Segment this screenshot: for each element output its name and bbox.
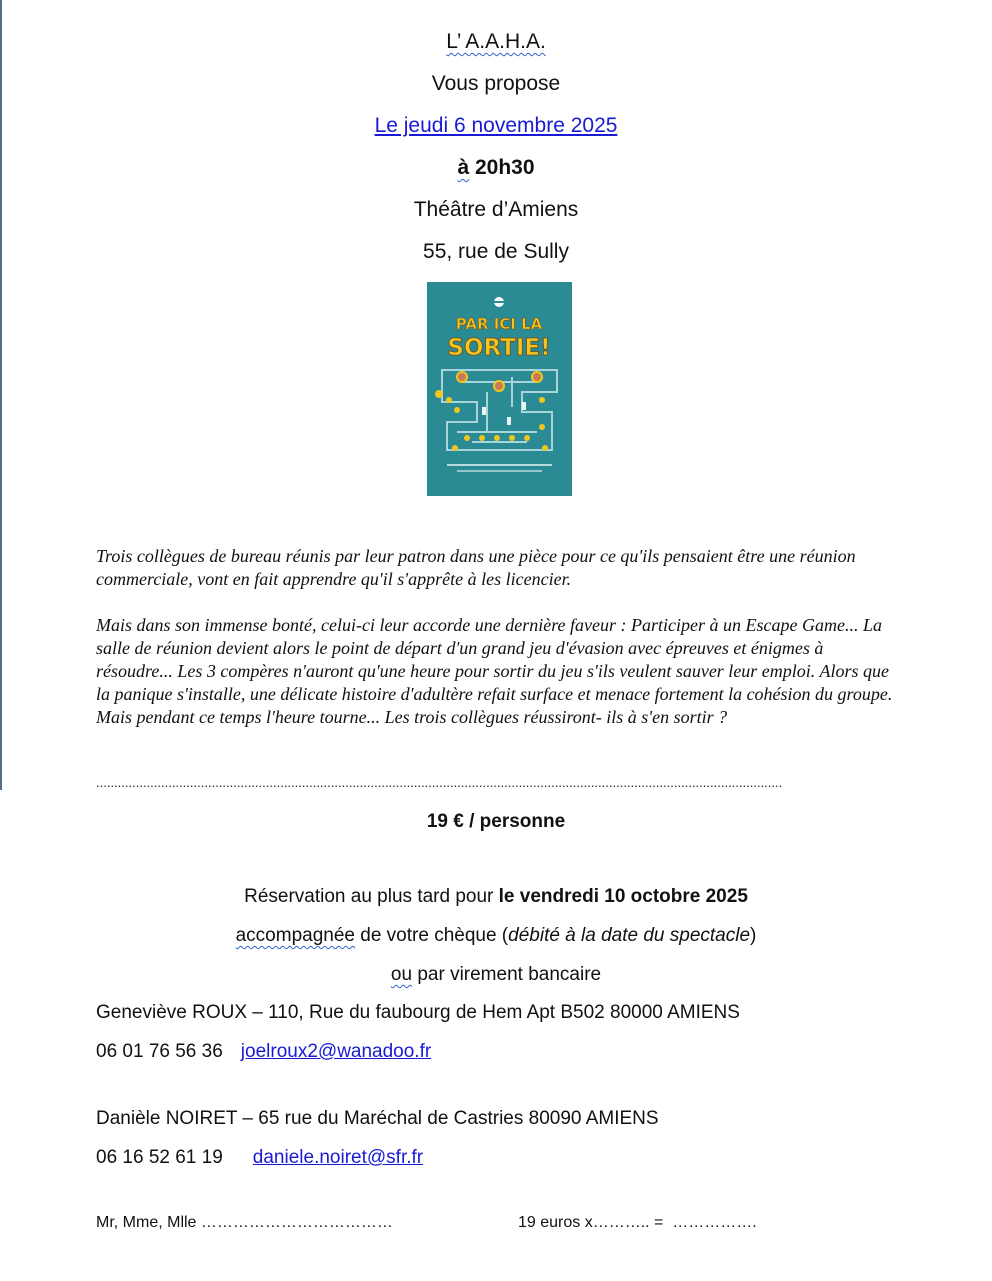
reservation-deadline-prefix: Réservation au plus tard pour bbox=[244, 886, 499, 907]
payment-cheque-word: accompagnée bbox=[235, 925, 355, 946]
description-paragraph-1: Trois collègues de bureau réunis par leur patron dans une pièce pour ce qu'ils pensaient être une réunion commerciale, vont en fait apprendre qu'il s'apprête à les licencier. bbox=[96, 546, 856, 589]
contact-2-address: Danièle NOIRET – 65 rue du Maréchal de Castries 80090 AMIENS bbox=[96, 1108, 659, 1129]
poster-title-line1: PAR ICI LA bbox=[455, 315, 543, 333]
payment-cheque-end: ) bbox=[750, 925, 757, 946]
event-date bbox=[0, 114, 992, 138]
org-name bbox=[0, 30, 992, 54]
contact-1-phone: 06 01 76 56 36 bbox=[96, 1041, 223, 1062]
org-name-text: L’ A.A.H.A. bbox=[446, 30, 546, 53]
show-poster bbox=[427, 282, 572, 496]
time-prefix: à bbox=[457, 156, 470, 179]
poster-artwork bbox=[427, 282, 572, 496]
reservation-deadline bbox=[0, 886, 992, 908]
payment-cheque-mid: de votre chèque ( bbox=[354, 925, 509, 946]
poster-title-line2: SORTIE! bbox=[447, 335, 551, 361]
reservation-deadline-date: le vendredi 10 octobre 2025 bbox=[498, 886, 748, 907]
form-name-field[interactable]: Mr, Mme, Mlle ……………………………… bbox=[96, 1214, 393, 1231]
venue-name: Théâtre d’Amiens bbox=[413, 198, 579, 221]
time-value: 20h30 bbox=[469, 156, 535, 179]
payment-cheque-note: débité à la date du spectacle bbox=[508, 925, 751, 946]
event-date-link[interactable]: Le jeudi 6 novembre 2025 bbox=[374, 114, 618, 137]
contact-1-address: Geneviève ROUX – 110, Rue du faubourg de Hem Apt B502 80000 AMIENS bbox=[96, 1002, 740, 1023]
event-time bbox=[0, 156, 992, 180]
dotted-separator: .............................................................................................................................................................................................. bbox=[96, 776, 783, 790]
contact-2-phone: 06 16 52 61 19 bbox=[96, 1147, 223, 1168]
contact-2-details bbox=[96, 1147, 423, 1169]
price: 19 € / personne bbox=[426, 811, 566, 832]
payment-transfer-word: ou bbox=[390, 964, 413, 985]
venue-address: 55, rue de Sully bbox=[423, 240, 569, 263]
payment-transfer-rest: par virement bancaire bbox=[412, 964, 602, 985]
contact-2-email[interactable]: daniele.noiret@sfr.fr bbox=[252, 1147, 424, 1168]
contact-1-email[interactable]: joelroux2@wanadoo.fr bbox=[240, 1041, 432, 1062]
payment-cheque bbox=[0, 925, 992, 947]
payment-transfer bbox=[0, 964, 992, 986]
form-quantity-field[interactable]: 19 euros x……….. = ……………. bbox=[518, 1214, 757, 1231]
contact-1-details bbox=[96, 1041, 431, 1063]
propose-text: Vous propose bbox=[431, 72, 561, 95]
description-paragraph-2: Mais dans son immense bonté, celui-ci leur accorde une dernière faveur : Participer à un Escape Game... La salle de réunion devient alors le point de départ d'un grand jeu d'évasion avec épreuves et énigmes à résoudre... Les 3 compères n'auront qu'une heure pour sortir du jeu s'ils veulent sauver leur emploi. Alors que la panique s'installe, une délicate histoire d'adultère refait surface et menace fortement la cohésion du groupe. Mais pendant ce temps l'heure tourne... Les trois collègues réussiront- ils à s'en sortir ? bbox=[96, 615, 893, 727]
